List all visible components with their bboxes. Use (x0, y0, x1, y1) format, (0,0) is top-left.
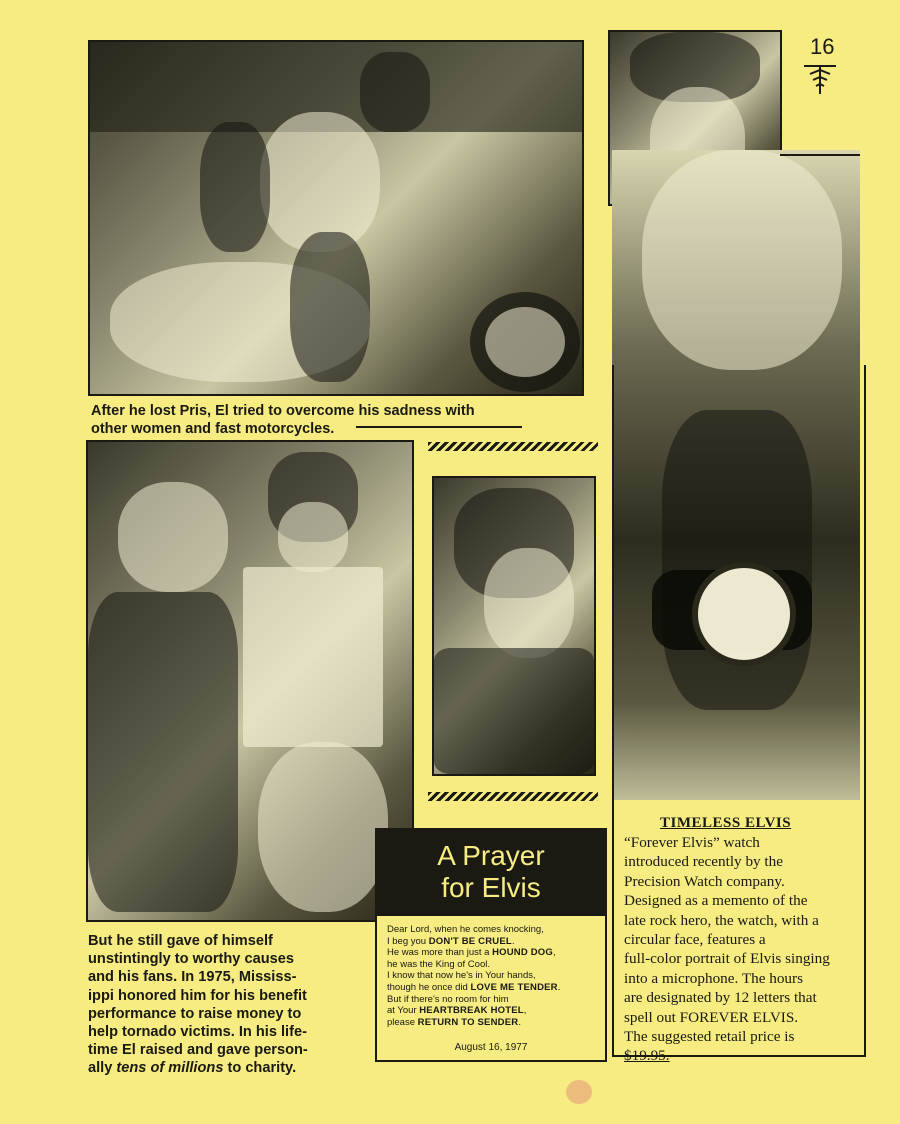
charity-caption-suffix: to charity. (223, 1060, 297, 1077)
timeless-line: full-color portrait of Elvis singing (624, 950, 830, 968)
prayer-box (375, 828, 607, 1062)
prayer-line-text: Dear Lord, when he comes knocking, (387, 924, 544, 935)
prayer-song-title: RETURN TO SENDER (417, 1016, 519, 1028)
charity-caption-last-line (88, 1059, 358, 1077)
prayer-line-punct: . (557, 981, 561, 993)
motorcycle-caption (91, 402, 611, 438)
timeless-price: $19.95. (624, 1047, 670, 1065)
prayer-line-text: But if there's no room for him (387, 993, 509, 1005)
charity-caption-prefix: ally (88, 1060, 117, 1077)
tree-icon (800, 60, 840, 96)
timeless-line: Precision Watch company. (624, 872, 785, 890)
prayer-title-line-1: A Prayer (437, 840, 545, 871)
timeless-line: spell out FOREVER ELVIS. (624, 1008, 799, 1026)
timeless-body (624, 833, 860, 1066)
prayer-song-title: HEARTBREAK HOTEL (419, 1005, 524, 1017)
motorcycle-caption-line-1: After he lost Pris, El tried to overcome his sadness with (91, 403, 475, 419)
timeless-line: introduced recently by the (624, 853, 783, 871)
prayer-song-title: HOUND DOG (492, 947, 553, 959)
timeless-line: The suggested retail price is (624, 1028, 795, 1046)
timeless-line: into a microphone. The hours (624, 969, 803, 987)
prayer-line (387, 994, 595, 1006)
charity-caption-line: and his fans. In 1975, Mississ- (88, 969, 297, 986)
caption-rule (356, 426, 522, 428)
watch-column-right-rule (864, 365, 866, 1055)
prayer-song-title: LOVE ME TENDER (470, 981, 558, 993)
prayer-line (387, 947, 595, 959)
prayer-line-text: please (387, 1016, 418, 1028)
timeless-line: Designed as a memento of the (624, 892, 808, 910)
paper-stain (566, 1080, 592, 1104)
prayer-title (377, 830, 605, 916)
charity-caption-line: help tornado victims. In his life- (88, 1024, 307, 1041)
prayer-line-punct: , (523, 1005, 527, 1017)
page-number: 16 (810, 34, 835, 59)
charity-caption-line: time El raised and gave person- (88, 1042, 308, 1059)
prayer-line-punct: , (553, 947, 556, 959)
prayer-line-punct: . (518, 1016, 521, 1028)
prayer-line-text: He was more than just a (387, 947, 493, 959)
charity-caption (88, 932, 358, 1078)
charity-caption-line: unstintingly to worthy causes (88, 951, 294, 968)
timeless-line: are designated by 12 letters that (624, 989, 817, 1007)
prayer-line-text: though he once did (387, 981, 471, 993)
charity-caption-line: But he still gave of himself (88, 933, 273, 949)
timeless-line: late rock hero, the watch, with a (624, 911, 819, 929)
timeless-line: circular face, features a (624, 931, 766, 949)
prayer-line (387, 959, 595, 971)
watch-column-left-rule (612, 365, 614, 1055)
singing-photo (432, 476, 596, 776)
prayer-song-title: DON'T BE CRUEL (428, 935, 512, 947)
prayer-line-text: he was the King of Cool. (387, 958, 490, 970)
watch-photo (612, 150, 860, 800)
singing-photo-top-border (428, 442, 598, 451)
prayer-line (387, 1005, 595, 1017)
prayer-line (387, 924, 595, 936)
prayer-line-text: I know that now he's in Your hands, (387, 970, 536, 982)
motorcycle-caption-line-2: other women and fast motorcycles. (91, 421, 335, 437)
motorcycle-photo (88, 40, 584, 396)
prayer-line (387, 970, 595, 982)
portrait-divider (780, 154, 860, 156)
prayer-line (387, 1017, 595, 1029)
charity-caption-emphasis: tens of millions (116, 1060, 224, 1077)
prayer-body (387, 924, 595, 1028)
prayer-line (387, 936, 595, 948)
prayer-line-text: I beg you (387, 935, 429, 947)
prayer-line-punct: . (511, 935, 515, 947)
prayer-date: August 16, 1977 (454, 1042, 528, 1054)
prayer-title-line-2: for Elvis (441, 872, 541, 903)
award-photo (86, 440, 414, 922)
prayer-line-text: at Your (387, 1005, 420, 1017)
timeless-title: TIMELESS ELVIS (660, 815, 792, 831)
timeless-line: “Forever Elvis” watch (624, 834, 760, 851)
charity-caption-line: performance to raise money to (88, 1005, 302, 1022)
singing-photo-bottom-border (428, 792, 598, 801)
charity-caption-line: ippi honored him for his benefit (88, 987, 307, 1004)
prayer-line (387, 982, 595, 994)
